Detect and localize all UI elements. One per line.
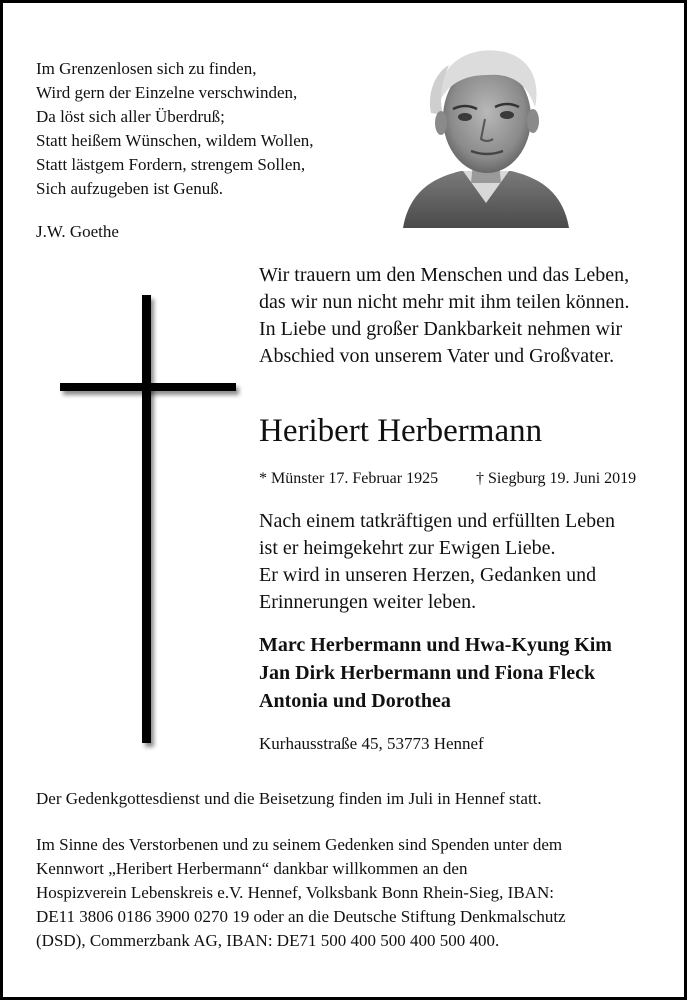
death-date: † Siegburg 19. Juni 2019	[476, 470, 637, 487]
intro-line: Wir trauern um den Menschen und das Leben,	[259, 264, 630, 286]
intro-line: das wir nun nicht mehr mit ihm teilen können.	[259, 291, 630, 313]
intro-line: Abschied von unserem Vater und Großvater.	[259, 345, 615, 367]
intro-line: In Liebe und großer Dankbarkeit nehmen wir	[259, 318, 623, 340]
life-line: Nach einem tatkräftigen und erfüllten Leben	[259, 510, 615, 532]
family-line: Antonia und Dorothea	[259, 690, 451, 712]
portrait-photo	[401, 43, 571, 228]
life-line: Erinnerungen weiter leben.	[259, 591, 477, 613]
poem-line: Im Grenzenlosen sich zu finden,	[36, 59, 257, 78]
poem	[36, 57, 314, 201]
life-dates	[259, 470, 659, 488]
poem-line: Statt heißem Wünschen, wildem Wollen,	[36, 131, 314, 150]
donation-line: Im Sinne des Verstorbenen und zu seinem Gedenken sind Spenden unter dem	[36, 835, 563, 854]
poem-line: Wird gern der Einzelne verschwinden,	[36, 83, 298, 102]
intro-text	[259, 262, 630, 370]
donation-line: Kennwort „Heribert Herbermann“ dankbar willkommen an den	[36, 859, 468, 878]
family-line: Marc Herbermann und Hwa-Kyung Kim	[259, 634, 612, 656]
donation-line: Hospizverein Lebenskreis e.V. Hennef, Volksbank Bonn Rhein-Sieg, IBAN:	[36, 883, 554, 902]
poem-line: Sich aufzugeben ist Genuß.	[36, 179, 223, 198]
poem-line: Da löst sich aller Überdruß;	[36, 107, 225, 126]
life-line: Er wird in unseren Herzen, Gedanken und	[259, 564, 597, 586]
poem-author: J.W. Goethe	[36, 222, 119, 241]
donation-line: DE11 3806 0186 3900 0270 19 oder an die Deutsche Stiftung Denkmalschutz	[36, 907, 566, 926]
family-address: Kurhausstraße 45, 53773 Hennef	[259, 734, 484, 753]
deceased-name: Heribert Herbermann	[259, 413, 543, 449]
family-names	[259, 631, 612, 715]
poem-line: Statt lästgem Fordern, strengem Sollen,	[36, 155, 306, 174]
life-text	[259, 508, 615, 616]
birth-date: * Münster 17. Februar 1925	[259, 470, 439, 487]
family-line: Jan Dirk Herbermann und Fiona Fleck	[259, 662, 596, 684]
cross-icon	[58, 295, 243, 755]
life-line: ist er heimgekehrt zur Ewigen Liebe.	[259, 537, 556, 559]
donation-notice	[36, 833, 566, 953]
service-notice: Der Gedenkgottesdienst und die Beisetzung finden im Juli in Hennef statt.	[36, 789, 542, 808]
donation-line: (DSD), Commerzbank AG, IBAN: DE71 500 400 500 400 500 400.	[36, 931, 500, 950]
